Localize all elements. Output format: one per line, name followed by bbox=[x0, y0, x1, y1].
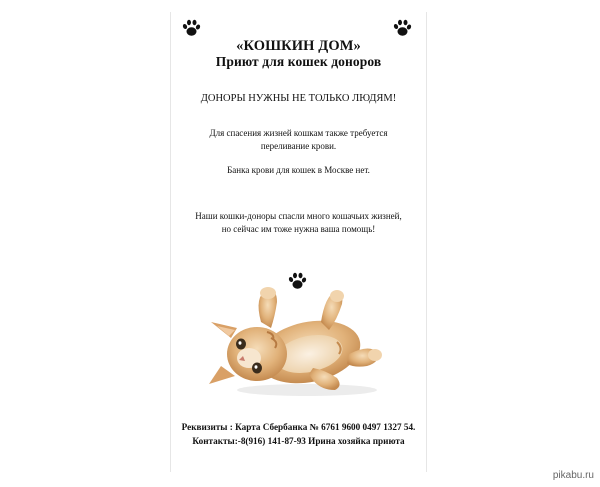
poster-headline: ДОНОРЫ НУЖНЫ НЕ ТОЛЬКО ЛЮДЯМ! bbox=[200, 93, 397, 104]
paragraph-1-line-1: Для спасения жизней кошкам также требуется bbox=[209, 128, 388, 138]
paragraph-3-line-1: Наши кошки-доноры спасли много кошачьих жизней, bbox=[195, 211, 402, 221]
poster-subtitle: Приют для кошек доноров bbox=[215, 54, 382, 69]
requisites-line: Реквизиты : Карта Сбербанка № 6761 9600 0497 1327 54. bbox=[181, 422, 416, 432]
paw-print-icon bbox=[392, 18, 412, 38]
paw-print-icon bbox=[181, 18, 201, 38]
poster-title: «КОШКИН ДОМ» bbox=[236, 38, 361, 54]
paragraph-2: Банка крови для кошек в Москве нет. bbox=[227, 165, 370, 175]
paragraph-1-line-2: переливание крови. bbox=[260, 141, 337, 151]
poster-sheet bbox=[170, 12, 427, 472]
contacts-line: Контакты:-8(916) 141-87-93 Ирина хозяйка приюта bbox=[192, 436, 405, 446]
kitten-illustration bbox=[209, 282, 389, 402]
watermark: pikabu.ru bbox=[552, 470, 594, 481]
paragraph-3-line-2: но сейчас им тоже нужна ваша помощь! bbox=[221, 224, 376, 234]
